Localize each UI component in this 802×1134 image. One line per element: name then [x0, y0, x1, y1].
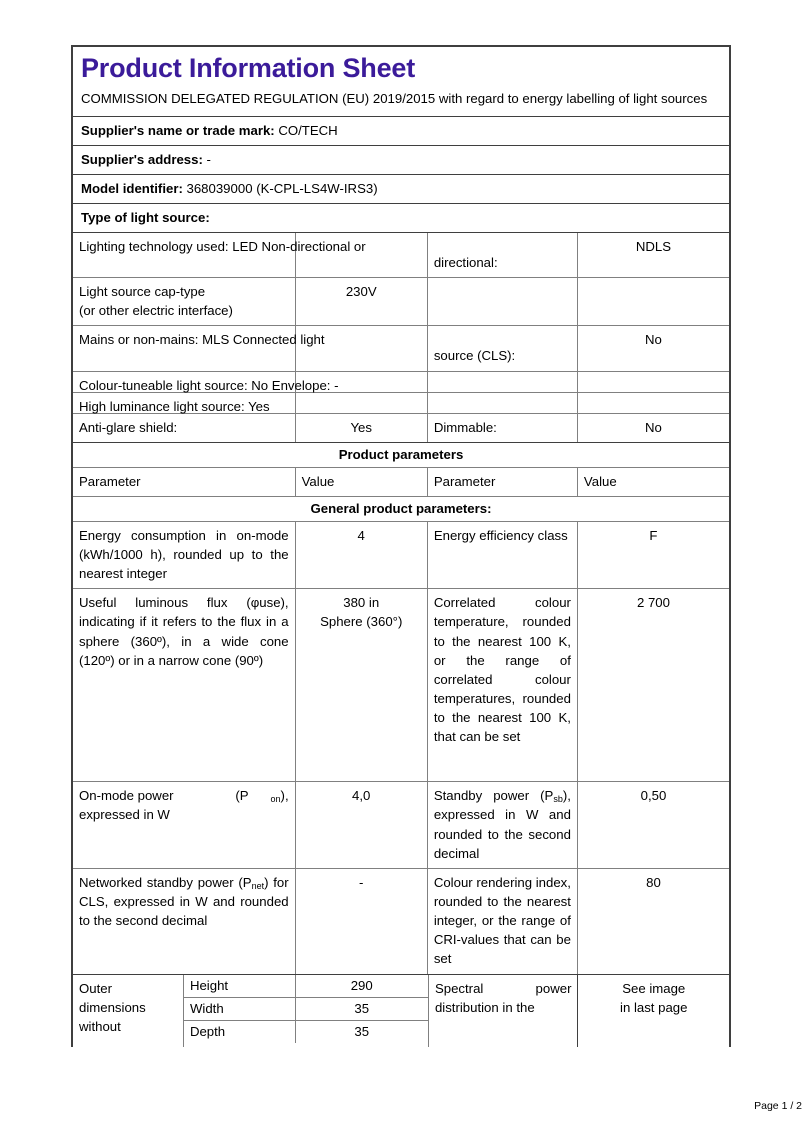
standby-power-value: 0,50 [640, 788, 667, 804]
dimension-key-width: Width [184, 998, 296, 1020]
cap-type-value: 230V [296, 278, 428, 325]
cap-type-cell [73, 278, 296, 325]
mains-label: Mains or non-mains: MLS Connected light [79, 332, 325, 348]
model-identifier-value: 368039000 (K-CPL-LS4W-IRS3) [186, 181, 378, 197]
on-mode-power-label [73, 782, 296, 868]
table-row [73, 233, 729, 278]
cls-label: source (CLS): [428, 326, 578, 370]
outer-dimensions-row [73, 975, 729, 1047]
supplier-address-label: Supplier's address: [81, 152, 203, 168]
on-mode-power-symbol: (P $_{on}$), [235, 788, 289, 805]
table-row [73, 522, 729, 589]
supplier-address-row [71, 146, 731, 175]
light-source-table [71, 233, 731, 1047]
lighting-technology-label: Lighting technology used: LED Non-directional or [79, 239, 366, 255]
dimmable-value: No [645, 419, 662, 435]
anti-glare-value: Yes [296, 414, 428, 442]
spectral-power-distribution-label: Spectral power distribution in the [429, 975, 579, 1047]
header-parameter-1: Parameter [73, 468, 296, 496]
mains-cell [73, 326, 325, 370]
dimension-key-height: Height [184, 975, 296, 997]
supplier-name-row [71, 117, 731, 146]
colour-tuneable-cell [73, 372, 339, 393]
on-mode-power-label-pre: On-mode power [79, 788, 174, 804]
cap-type-param2 [428, 278, 578, 325]
dimmable-label: Dimmable: [428, 414, 578, 442]
luminous-flux-value-line2: Sphere (360°) [320, 614, 403, 630]
sheet-table [71, 45, 802, 1112]
type-of-light-source-label: Type of light source: [81, 210, 210, 226]
networked-standby-power-value: - [296, 869, 428, 974]
energy-consumption-label: Energy consumption in on-mode (kWh/1000 h), rounded up to the nearest integer [73, 522, 296, 588]
page-footer: Page 1 / 2 [754, 1100, 802, 1112]
high-luminance-value [296, 393, 428, 413]
high-luminance-param2 [428, 393, 578, 413]
luminous-flux-value [296, 589, 428, 781]
lighting-technology-cell [73, 233, 366, 277]
spectral-power-distribution-value [578, 975, 729, 1047]
spectral-value-line1: See image [622, 980, 686, 996]
product-parameters-banner: Product parameters [338, 446, 464, 462]
table-row [73, 372, 729, 393]
colour-rendering-index-value: 80 [646, 874, 661, 890]
high-luminance-label: High luminance light source: Yes [79, 398, 270, 414]
supplier-address-value: - [206, 152, 211, 168]
cls-value: No [645, 332, 662, 348]
directional-value: NDLS [635, 239, 672, 255]
cap-type-label-line2: (or other electric interface) [79, 303, 233, 319]
on-mode-power-value: 4,0 [296, 782, 428, 868]
general-parameters-banner-row [73, 497, 729, 522]
dimension-value-height: 290 [350, 977, 373, 993]
table-row [73, 326, 729, 371]
regulation-subtitle: COMMISSION DELEGATED REGULATION (EU) 2019/2015 with regard to energy labelling of light sources [81, 91, 708, 107]
anti-glare-label: Anti-glare shield: [73, 414, 296, 442]
dimension-value-width: 35 [354, 1000, 370, 1016]
on-mode-power-label-line2: expressed in W [79, 807, 170, 823]
outer-dimensions-rows [184, 975, 429, 1047]
networked-standby-power-label: Networked standby power $(P_{net})$ for CLS, expressed in W and rounded to the second decimal [73, 869, 296, 974]
luminous-flux-value-line1: 380 in [343, 595, 380, 611]
standby-power-label: Standby power $(P_{sb})$, expressed in W and rounded to the second decimal [428, 782, 578, 868]
table-row [73, 414, 729, 443]
model-identifier-label: Model identifier: [81, 181, 183, 197]
header-parameter-2: Parameter [428, 468, 578, 496]
header-value-2: Value [583, 473, 617, 489]
dimension-row-depth [184, 1021, 428, 1043]
spectral-value-line2: in last page [620, 999, 688, 1015]
energy-efficiency-class-value: F [649, 527, 658, 543]
table-row [73, 278, 729, 326]
colour-rendering-index-label: Colour rendering index, rounded to the nearest integer, or the range of CRI-values that can be set [428, 869, 578, 974]
colour-tuneable-label: Colour-tuneable light source: No Envelope: - [79, 377, 339, 393]
cap-type-label: Light source cap-type [79, 284, 206, 300]
colour-tuneable-value2 [578, 372, 729, 392]
energy-efficiency-class-label: Energy efficiency class [428, 522, 578, 588]
dimension-row-width [184, 998, 428, 1021]
outer-dimensions-label: Outer dimensions without [73, 975, 184, 1047]
type-of-light-source-header [71, 204, 731, 233]
dimension-row-height [184, 975, 428, 998]
high-luminance-value2 [578, 393, 729, 413]
page-title: Product Information Sheet [81, 53, 416, 83]
outer-dimensions-wrap [73, 975, 729, 1047]
dimension-value-depth: 35 [354, 1023, 370, 1039]
table-row [73, 589, 729, 782]
supplier-name-value: CO/TECH [278, 123, 338, 139]
high-luminance-cell [73, 393, 296, 413]
table-row [73, 393, 729, 414]
directional-label: directional: [428, 233, 578, 277]
title-block [71, 45, 731, 117]
table-row [73, 869, 729, 975]
correlated-colour-temperature-value: 2 700 [636, 595, 670, 611]
dimension-key-depth: Depth [184, 1021, 296, 1043]
supplier-name-label: Supplier's name or trade mark: [81, 123, 275, 139]
cap-type-value2 [578, 278, 729, 325]
luminous-flux-label: Useful luminous flux (φuse), indicating if it refers to the flux in a sphere (360º), in a wide cone (120º) or in a narrow cone (90º) [73, 589, 296, 781]
correlated-colour-temperature-label: Correlated colour temperature, rounded to the nearest 100 K, or the range of correlated colour temperatures, rounded to the nearest 100 K, that can be set [428, 589, 578, 781]
general-parameters-banner: General product parameters: [310, 500, 492, 516]
product-parameters-banner-row [73, 443, 729, 468]
parameters-header-row [73, 468, 729, 497]
energy-consumption-value: 4 [296, 522, 428, 588]
table-row [73, 782, 729, 869]
header-value-1: Value [296, 468, 428, 496]
model-identifier-row [71, 175, 731, 204]
colour-tuneable-param2 [428, 372, 578, 392]
